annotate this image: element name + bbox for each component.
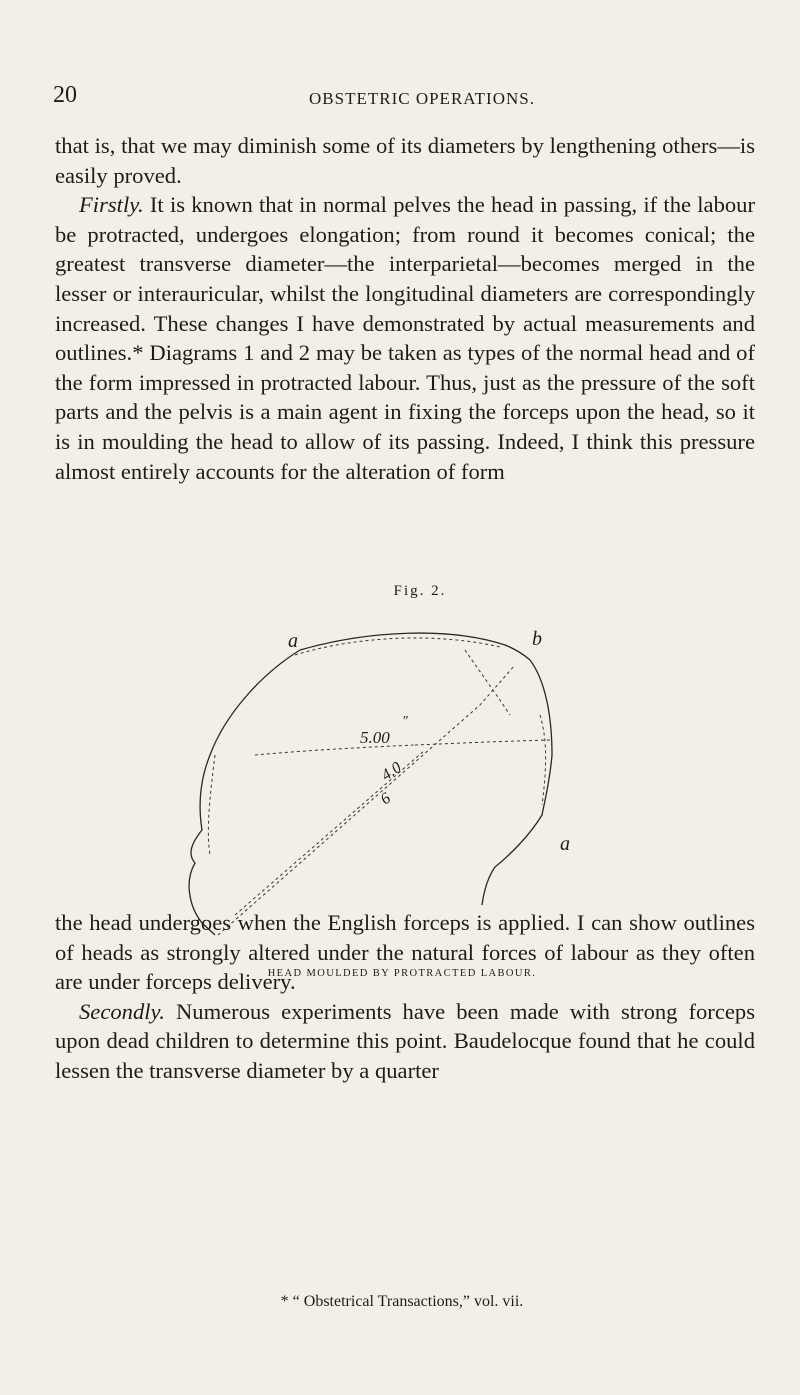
head-outline-top [300,633,530,660]
label-b-top: b [532,628,542,650]
label-measure-1-mark: ″ [402,714,408,729]
page-number: 20 [53,82,77,108]
paragraph-2-lead: Firstly. [79,192,144,218]
paragraph-4-body: Numerous experiments have been made with strong forceps upon dead children to determine this point. Baudelocque found that he could lessen the transverse diameter by a quarter [55,998,755,1083]
label-a-right: a [560,833,570,855]
paragraph-2-body: It is known that in normal pelves the head in passing, if the labour be protracted, undergoes elongation; from round it becomes conical; the greatest transverse diameter—the interparietal—becomes merged in the lesser or interauricular, whilst the longitudinal diameters are correspondingly increased. These changes I have demonstrated by actual measurements and outlines.* Diagrams 1 and 2 may be taken as types of the normal head and of the form impressed in protracted labour. Thus, just as the pressure of the soft parts and the pelvis is a main agent in fixing the forceps upon the head, so it is in moulding the head to allow of its passing. Indeed, I think this pressure almost entirely accounts for the alteration of form [55,192,755,484]
dashed-left-curve [208,755,215,855]
dashed-horizontal-1 [255,745,415,755]
dashed-diagonal-main [218,665,515,935]
paragraph-4-lead: Secondly. [79,998,165,1024]
text-block-upper [55,131,755,486]
paragraph-4 [55,997,755,1086]
dashed-arc-top [295,638,500,655]
text-block-lower [55,908,755,1086]
head-outline-right [482,660,552,905]
label-measure-3: 6 [377,789,394,809]
paragraph-3: the head undergoes when the English forceps is applied. I can show outlines of heads as strongly altered under the natural forces of labour as they often are under forceps delivery. [55,910,755,995]
head-outline-left [189,650,300,935]
paragraph-1: that is, that we may diminish some of its diameters by lengthening others—is easily proved. [55,133,755,188]
label-a-top: a [288,630,298,652]
figure-label: Fig. 2. [393,583,447,599]
footnote: * “ Obstetrical Transactions,” vol. vii. [280,1293,524,1310]
paragraph-2 [55,190,755,486]
label-measure-2: 4.0 [378,758,405,785]
figure-head-outline [170,605,630,945]
label-measure-1: 5.00 [360,728,390,747]
dashed-right-edge [540,715,546,805]
dashed-line-ab [465,650,510,715]
running-head: OBSTETRIC OPERATIONS. [309,89,535,108]
figure-caption: HEAD MOULDED BY PROTRACTED LABOUR. [267,968,537,979]
